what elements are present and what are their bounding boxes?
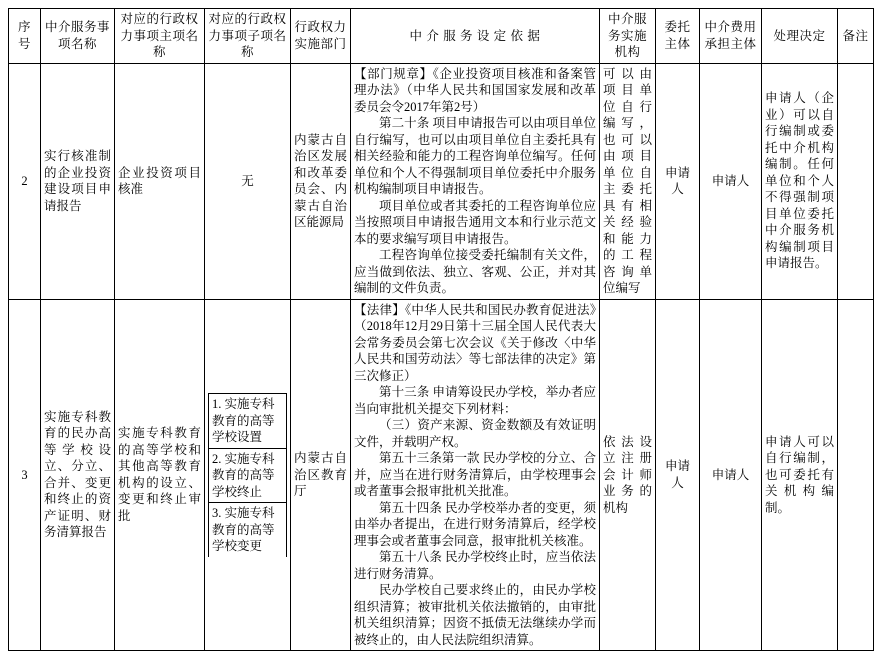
- basis-paragraph: 项目单位或者其委托的工程咨询单位应当按照项目申请报告通用文本和行业示范文本的要求编写项目申请报告。: [354, 198, 596, 246]
- cell-seq: 3: [9, 299, 41, 651]
- cell-sub-item-text: 无: [241, 173, 254, 188]
- header-entrust-label: 委托主体: [664, 20, 691, 51]
- header-remark-label: 备注: [842, 28, 869, 43]
- cell-entrust: [656, 63, 700, 299]
- sub-item-row: [209, 503, 287, 557]
- cell-service-name: [41, 63, 115, 299]
- cell-org: [600, 63, 656, 299]
- sub-item-3: 3. 实施专科教育的高等学校变更: [209, 503, 287, 557]
- basis-paragraph: 第五十三条第一款 民办学校的分立、合并，应当在进行财务清算后，由学校理事会或者董事会报审批机关批准。: [354, 451, 596, 498]
- header-basis: [351, 9, 600, 64]
- cell-decision: [762, 63, 838, 299]
- header-bearer: [700, 9, 762, 64]
- cell-main-item-text: 企业投资项目核准: [118, 165, 201, 196]
- cell-decision-text: 申请人可以自行编制，也可委托有关机构编制。: [765, 434, 834, 515]
- header-service-name-label: 中介服务事项名称: [44, 20, 110, 51]
- cell-seq: 2: [9, 63, 41, 299]
- header-decision: [762, 9, 838, 64]
- cell-sub-item-group: [205, 299, 291, 651]
- cell-bearer: [700, 63, 762, 299]
- cell-remark: [838, 63, 874, 299]
- header-bearer-label: 中介费用承担主体: [704, 20, 757, 51]
- cell-service-name-text: 实施专科教育的民办高等学校设立、分立、合并、变更和终止的资产证明、财务清算报告: [44, 409, 111, 540]
- header-decision-label: 处理决定: [773, 28, 826, 43]
- header-main-item-label: 对应的行政权力事项主项名称: [120, 12, 199, 59]
- cell-dept-text: 内蒙古自治区教育厅: [294, 451, 347, 498]
- cell-entrust: [656, 299, 700, 651]
- sub-item-1: 1. 实施专科教育的高等学校设置: [209, 394, 287, 449]
- basis-paragraph: 第十三条 申请筹设民办学校，举办者应当向审批机关提交下列材料：: [354, 385, 596, 416]
- cell-main-item-text: 实施专科教育的高等学校和其他高等教育机构的设立、变更和终止审批: [118, 426, 201, 523]
- header-dept-label: 行政权力实施部门: [294, 20, 347, 51]
- cell-decision-text: 申请人（企业）可以自行编制或委托中介机构编制。任何单位和个人不得强制项目单位委托中介服务机构编制项目申请报告。: [765, 91, 834, 271]
- header-remark: [838, 9, 874, 64]
- cell-main-item: [115, 299, 205, 651]
- basis-paragraph: 第五十八条 民办学校终止时，应当依法进行财务清算。: [354, 550, 596, 581]
- basis-paragraph: 第五十四条 民办学校举办者的变更，须由举办者提出，在进行财务清算后，经学校理事会或者董事会同意，报审批机关核准。: [354, 500, 596, 548]
- cell-entrust-text: 申请人: [664, 165, 690, 196]
- basis-paragraph: 【法律】《中华人民共和国民办教育促进法》（2018年12月29日第十三届全国人民代表大会常务委员会第七次会议《关于修改〈中华人民共和国劳动法〉等七部法律的决定》第三次修正）: [354, 302, 596, 383]
- header-seq: [9, 9, 41, 64]
- cell-dept: [291, 299, 351, 651]
- intermediary-service-table: [8, 8, 874, 651]
- cell-remark: [838, 299, 874, 651]
- header-sub-item-label: 对应的行政权力事项子项名称: [208, 12, 287, 59]
- cell-entrust-text: 申请人: [664, 459, 690, 490]
- basis-paragraph: （三）资产来源、资金数额及有效证明文件，并载明产权。: [354, 418, 596, 449]
- basis-paragraph: 民办学校自己要求终止的，由民办学校组织清算；被审批机关依法撤销的，由审批机关组织清算；因资不抵债无法继续办学而被终止的，由人民法院组织清算。: [354, 583, 596, 647]
- table-header-row: [9, 9, 874, 64]
- cell-dept: [291, 63, 351, 299]
- cell-bearer: [700, 299, 762, 651]
- basis-paragraph: 工程咨询单位接受委托编制有关文件，应当做到依法、独立、客观、公正，并对其编制的文件负责。: [354, 248, 596, 295]
- table-header: [9, 9, 874, 64]
- cell-org-text: 可以由项目单位自行编写，也可以由项目单位自主委托具有相关经验和能力的工程咨询单位编写: [603, 66, 652, 295]
- header-org-label: 中介服务实施机构: [607, 12, 647, 59]
- sub-item-row: [209, 448, 287, 503]
- cell-bearer-text: 申请人: [711, 467, 750, 482]
- cell-basis: [351, 63, 600, 299]
- header-main-item: [115, 9, 205, 64]
- cell-org: [600, 299, 656, 651]
- sub-item-list: [208, 393, 287, 557]
- sub-item-2: 2. 实施专科教育的高等学校终止: [209, 448, 287, 503]
- cell-dept-text: 内蒙古自治区发展和改革委员会、内蒙古自治区能源局: [294, 132, 347, 229]
- basis-paragraph: 第二十条 项目申请报告可以由项目单位自行编写，也可以由项目单位自主委托具有相关经验和能力的工程咨询单位编写。任何单位和个人不得强制项目单位委托中介服务机构编制项目申请报告。: [354, 116, 596, 196]
- header-org: [600, 9, 656, 64]
- cell-decision: [762, 299, 838, 651]
- sub-item-row: [209, 394, 287, 449]
- header-service-name: [41, 9, 115, 64]
- basis-paragraph: 【部门规章】《企业投资项目核准和备案管理办法》（中华人民共和国国家发展和改革委员会令2017年第2号）: [354, 66, 596, 114]
- cell-sub-item: [205, 63, 291, 299]
- table-row: [9, 63, 874, 299]
- table-row: [9, 299, 874, 651]
- header-dept: [291, 9, 351, 64]
- cell-main-item: [115, 63, 205, 299]
- header-seq-label: 序号: [17, 20, 31, 51]
- header-sub-item: [205, 9, 291, 64]
- cell-bearer-text: 申请人: [711, 173, 750, 188]
- cell-service-name-text: 实行核准制的企业投资建设项目申请报告: [44, 149, 111, 213]
- header-entrust: [656, 9, 700, 64]
- table-body: [9, 63, 874, 651]
- cell-service-name: [41, 299, 115, 651]
- cell-org-text: 依法设立注册会计师业务的机构: [603, 434, 652, 515]
- header-basis-label: 中 介 服 务 设 定 依 据: [409, 28, 541, 43]
- cell-basis: [351, 299, 600, 651]
